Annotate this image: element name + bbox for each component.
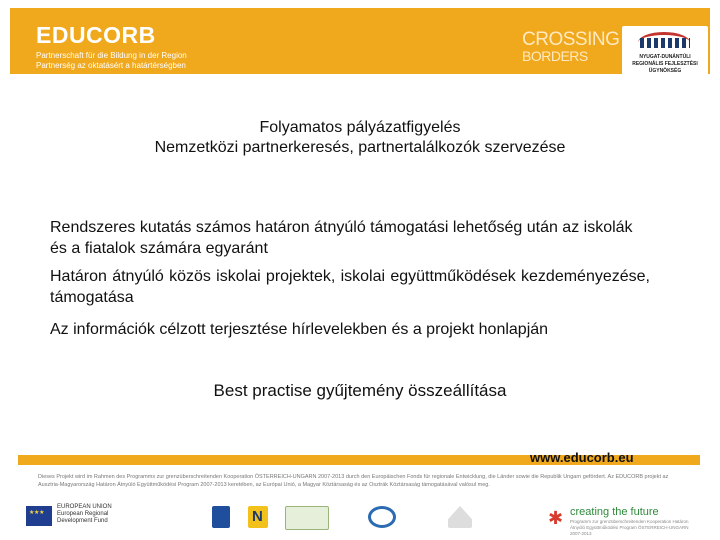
website-link[interactable]: www.educorb.eu: [530, 450, 634, 465]
star-figure-icon: ✱: [548, 508, 564, 528]
best-practise-heading: Best practise gyűjtemény összeállítása: [213, 381, 507, 400]
vat-logo-icon: [285, 506, 329, 530]
slide-title: [0, 118, 720, 158]
title-line-2: Nemzetközi partnerkeresés, partnertalálkozók szervezése: [154, 139, 566, 156]
ctf-subtitle: Programm zur grenzüberschreitenden Kooperation Határon Átnyúló Együttműködési Program ÖSTERREICH-UNGARN 2007-2013: [570, 519, 689, 536]
house-logo-icon: [448, 506, 472, 528]
regional-agency-name: NYUGAT-DUNÁNTÚLI REGIONÁLIS FEJLESZTÉSI ÜGYNÖKSÉG: [632, 54, 698, 74]
header-banner: [10, 8, 710, 74]
regional-agency-logo: [622, 26, 708, 76]
crossing-text: CROSSING: [522, 29, 620, 50]
tagline-line-1: Partnerschaft für die Bildung in der Region: [36, 51, 187, 60]
funding-notice: Dieses Projekt wird im Rahmen des Programms zur grenzüberschreitenden Kooperation ÖSTERREICH-UNGARN 2007-2013 durch den Europäischen Fonds für regionale Entwicklung, die Länder sowie die Republik Ungarn gefördert. Az EDUCORB projekt az Ausztria-Magyarország Határon Átnyúló Együttműködési Program 2007-2013 keretében, az Európai Unió, a Magyar Köztársaság és az Osztrák Köztársaság támogatásával valósul meg.: [38, 474, 669, 488]
logo-bars-icon: [640, 38, 690, 48]
ctf-title: creating the future: [570, 506, 659, 518]
eu-flag-icon: [26, 506, 52, 526]
borders-text: BORDERS: [522, 48, 588, 64]
tagline-line-2: Partnerség az oktatásért a határtérségben: [36, 61, 186, 70]
crossing-borders-logo: [522, 29, 620, 64]
circle-logo-icon: [368, 506, 396, 528]
paragraph-dissemination: Az információk célzott terjesztése hírlevelekben és a projekt honlapján: [50, 321, 549, 338]
paragraph-research: Rendszeres kutatás számos határon átnyúló támogatási lehetőség után az iskolák és a fiatalok számára egyaránt: [50, 219, 633, 257]
creating-the-future-logo: [548, 506, 698, 536]
lower-austria-logo-icon: [248, 506, 268, 528]
kia-logo-icon: [212, 506, 230, 528]
educorb-logo: EDUCORB: [36, 22, 156, 48]
title-line-1: Folyamatos pályázatfigyelés: [259, 119, 461, 136]
eu-fund-label: EUROPEAN UNION European Regional Development Fund: [57, 504, 112, 524]
educorb-tagline: [36, 51, 187, 71]
sponsor-logos: [0, 500, 720, 536]
paragraph-projects: Határon átnyúló közös iskolai projektek, iskolai együttműködések kezdeményezése, támogatása: [50, 268, 650, 306]
